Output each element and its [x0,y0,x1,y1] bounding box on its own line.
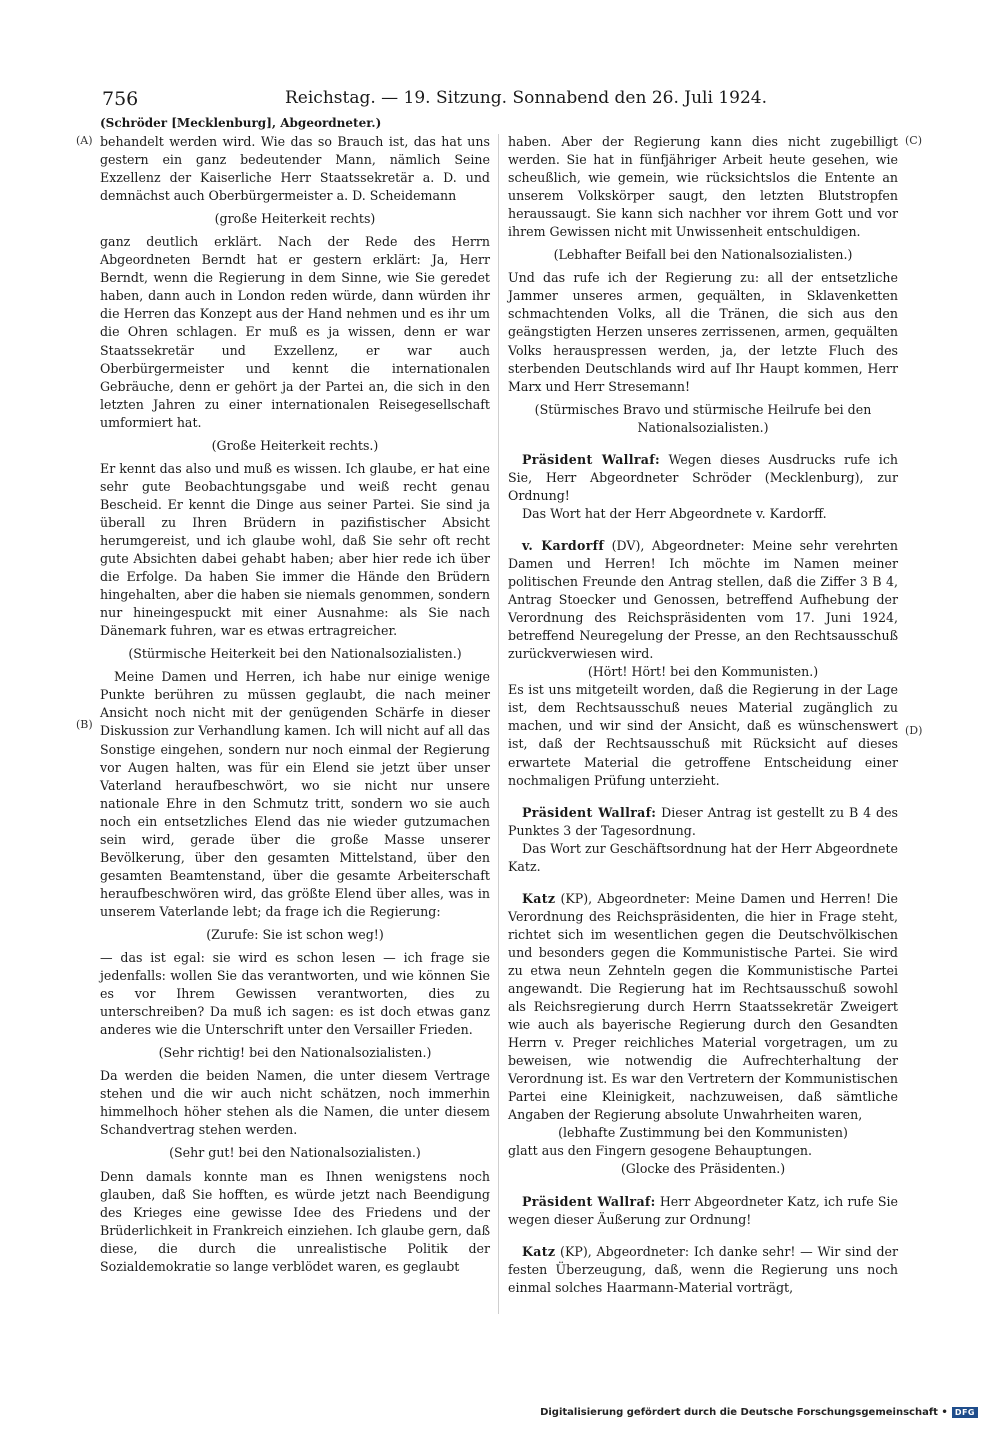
margin-mark-d: (D) [905,724,923,737]
paragraph: — das ist egal: sie wird es schon lesen — ich frage sie jedenfalls: wollen Sie das verantworten, und wie können Sie es vor Ihrem Gewissen verantworten, dies zu unterschreiben? Da muß ich sagen: es ist doch etwas ganz anderes wie die Unterschrift unter den Versailler Frieden. [100,950,490,1038]
running-title: Reichstag. — 19. Sitzung. Sonnabend den 26. Juli 1924. [285,88,767,108]
speaker-name: v. Kardorff [522,537,605,553]
right-column [508,133,898,1297]
speaker-line: (Schröder [Mecklenburg], Abgeordneter.) [100,116,382,130]
page-header [100,88,900,112]
paragraph: behandelt werden wird. Wie das so Brauch ist, das hat uns gestern ein ganz bedeutender Mann, nämlich Seine Exzellenz der Kaiserliche Herr Staatssekretär a. D. und demnächst auch Oberbürgermeister a. D. Scheidemann [100,134,490,204]
speaker-name: Präsident Wallraf: [522,1193,656,1209]
paragraph: Es ist uns mitgeteilt worden, daß die Regierung in der Lage ist, dem Rechtsausschuß neues Material zugänglich zu machen, und wir sind der Ansicht, daß es wünschenswert ist, daß der Rechtsausschuß mit Rücksicht auf dieses erwartete Material die getroffene Entscheidung einer nochmaligen Prüfung unterzieht. [508,682,898,788]
speech-text: (KP), Abgeordneter: Ich danke sehr! — Wir sind der festen Überzeugung, daß, wenn die Regierung uns noch einmal solches Haarmann-Material vorträgt, [508,1243,898,1295]
paragraph: Und das rufe ich der Regierung zu: all der entsetzliche Jammer unseres armen, gequälten, in Sklavenketten schmachtenden Volks, all die Tränen, die sich aus den geängstigten Herzen unseres zerrissenen, armen, gequälten Volks herauspressen werden, ja, der letzte Fluch des sterbenden Deutschlands wird auf Ihr Haupt kommen, Herr Marx und Herr Stresemann! [508,270,898,394]
interjection: (Zurufe: Sie ist schon weg!) [206,926,384,942]
speech-paragraph [508,1193,898,1229]
interjection: (Glocke des Präsidenten.) [620,1161,786,1177]
speaker-name: Katz [522,1243,556,1259]
speaker-name: Katz [522,890,556,906]
paragraph: ganz deutlich erklärt. Nach der Rede des Herrn Abgeordneten Berndt hat er gestern erklärt: Ja, Herr Berndt, wenn die Regierung in dem Sinne, wie Sie geredet haben, dann auch in London reden würde, dann würden ihr die Herren das Konzept aus der Hand nehmen und es ihr um die Ohren schlagen. Er muß es ja wissen, denn er war Staatssekretär und Exzellenz, er war auch Oberbürgermeister und kennt die internationalen Gebräuche, denn er gehört ja der Partei an, die sich in den letzten Jahren zu einer internationalen Reisegesellschaft umformiert hat. [100,234,490,430]
left-column [100,133,490,1276]
speaker-name: Präsident Wallraf: [522,451,660,467]
paragraph: Meine Damen und Herren, ich habe nur einige wenige Punkte berühren zu müssen geglaubt, die nach meiner Ansicht noch nicht mit der genügenden Schärfe in dieser Diskussion zur Verhandlung kamen. Ich will nicht auf all das Sonstige eingehen, sondern nur noch einmal der Regierung vor Augen halten, was für ein Elend sie jetzt über unser Vaterland heraufbeschwört, wo sie nicht nur unsere nationale Ehre in den Schmutz tritt, sondern wo sie auch noch ein entsetzliches Elend das nie wieder gutzumachen sein wird, gerade über die große Masse unserer Bevölkerung, über den gesamten Mittelstand, über den gesamten Beamtenstand, über die gesamte Arbeiterschaft heraufbeschwören wird, das größte Elend über alles, was in unserem Vaterlande lebt; da frage ich die Regierung: [100,669,490,919]
footer-text: Digitalisierung gefördert durch die Deutsche Forschungsgemeinschaft • [540,1407,948,1418]
interjection: (lebhafte Zustimmung bei den Kommunisten) [558,1125,848,1141]
speech-paragraph [508,1243,898,1297]
paragraph: Da werden die beiden Namen, die unter diesem Vertrage stehen und die wir auch nicht schätzen, noch immerhin himmelhoch höher stehen als die Namen, die unter diesem Schandvertrag stehen werden. [100,1068,490,1138]
margin-mark-a: (A) [76,134,93,147]
speech-text: Herr Abgeordneter Katz, ich rufe Sie wegen dieser Äußerung zur Ordnung! [508,1193,898,1227]
interjection: (Sehr richtig! bei den Nationalsozialisten.) [158,1045,432,1061]
margin-mark-b: (B) [76,718,93,731]
speech-text: Dieser Antrag ist gestellt zu B 4 des Punktes 3 der Tagesordnung. [508,804,898,838]
page-number: 756 [102,88,139,110]
speech-text: (DV), Abgeordneter: Meine sehr verehrten Damen und Herren! Ich möchte im Namen meiner politischen Freunde den Antrag stellen, daß die Ziffer 3 B 4, Antrag Stoecker und Genossen, betreffend Aufhebung der Verordnung des Reichspräsidenten vom 17. Juni 1924, betreffend Neuregelung der Presse, an den Rechtsausschuß zurückverwiesen wird. [508,537,898,662]
speech-paragraph [508,804,898,840]
speech-paragraph [508,890,898,1125]
interjection: (Lebhafter Beifall bei den Nationalsozialisten.) [553,247,853,263]
interjection: (Stürmisches Bravo und stürmische Heilrufe bei den Nationalsozialisten.) [534,401,872,435]
interjection: (große Heiterkeit rechts) [214,211,376,227]
column-divider [498,134,499,1314]
paragraph: Er kennt das also und muß es wissen. Ich glaube, er hat eine sehr gute Beobachtungsgabe und weiß recht genau Bescheid. Er kennt die Dinge aus seiner Partei. Sie sind ja überall zu Ihren Brüdern in pazifistischer Absicht herumgereist, und ich glaube wohl, daß Sie sehr oft recht gute Absichten dabei gehabt haben; aber hier rede ich über die Erfolge. Da haben Sie immer die Hände den Brüdern hingehalten, aber die haben sie niemals genommen, sondern nur hineingespuckt mit einer Ausnahme: als Sie nach Dänemark fuhren, war es etwas ertragreicher. [100,460,490,639]
paragraph: Das Wort zur Geschäftsordnung hat der Herr Abgeordnete Katz. [508,840,898,874]
interjection: (Sehr gut! bei den Nationalsozialisten.) [169,1145,421,1161]
speaker-name: Präsident Wallraf: [522,804,657,820]
margin-mark-c: (C) [905,134,922,147]
speech-text: (KP), Abgeordneter: Meine Damen und Herren! Die Verordnung des Reichspräsidenten, die hier in Frage steht, richtet sich im wesentlichen gegen die Deutschvölkischen und besonders gegen die Kommunistische Partei. Sie wird zu etwa neun Zehnteln gegen die Kommunistische Partei angewandt. Die Regierung hat im Rechtsausschuß sowohl als Reichsregierung durch Herrn Staatssekretär Zweigert wie auch als bayerische Regierung durch den Gesandten Herrn v. Preger reichliches Material vorgetragen, um zu beweisen, wie notwendig die Aufrechterhaltung der Verordnung ist. Es war den Vertretern der Kommunistischen Partei eine Kleinigkeit, nachzuweisen, daß sämtliche Angaben der Regierung absolute Unwahrheiten waren, [508,890,898,1123]
dfg-logo: DFG [952,1407,978,1418]
interjection: (Hört! Hört! bei den Kommunisten.) [587,664,819,680]
interjection: (Stürmische Heiterkeit bei den Nationalsozialisten.) [128,646,462,662]
speech-paragraph [508,537,898,663]
speech-paragraph [508,451,898,505]
footer [540,1407,978,1418]
paragraph: glatt aus den Fingern gesogene Behauptungen. [508,1143,813,1159]
paragraph: Denn damals konnte man es Ihnen wenigstens noch glauben, daß Sie hofften, es würde jetzt nach Beendigung des Krieges eine gewisse Idee des Friedens und der Brüderlichkeit in Frankreich einziehen. Ich glaube gern, daß diese, die durch die unrealistische Politik der Sozialdemokratie so lange verblödet waren, es geglaubt [100,1168,490,1274]
speech-text: Wegen dieses Ausdrucks rufe ich Sie, Herr Abgeordneter Schröder (Mecklenburg), zur Ordnung! [508,451,898,503]
interjection: (Große Heiterkeit rechts.) [211,437,379,453]
paragraph: Das Wort hat der Herr Abgeordnete v. Kardorff. [522,505,827,521]
paragraph: haben. Aber der Regierung kann dies nicht zugebilligt werden. Sie hat in fünfjähriger Arbeit heute gesehen, wie scheußlich, wie gemein, wie rücksichtslos die Entente an unserem Volkskörper saugt, den letzten Blutstropfen heraussaugt. Sie kann sich nachher vor ihrem Gott und vor ihrem Gewissen nicht mit Unwissenheit entschuldigen. [508,134,898,240]
